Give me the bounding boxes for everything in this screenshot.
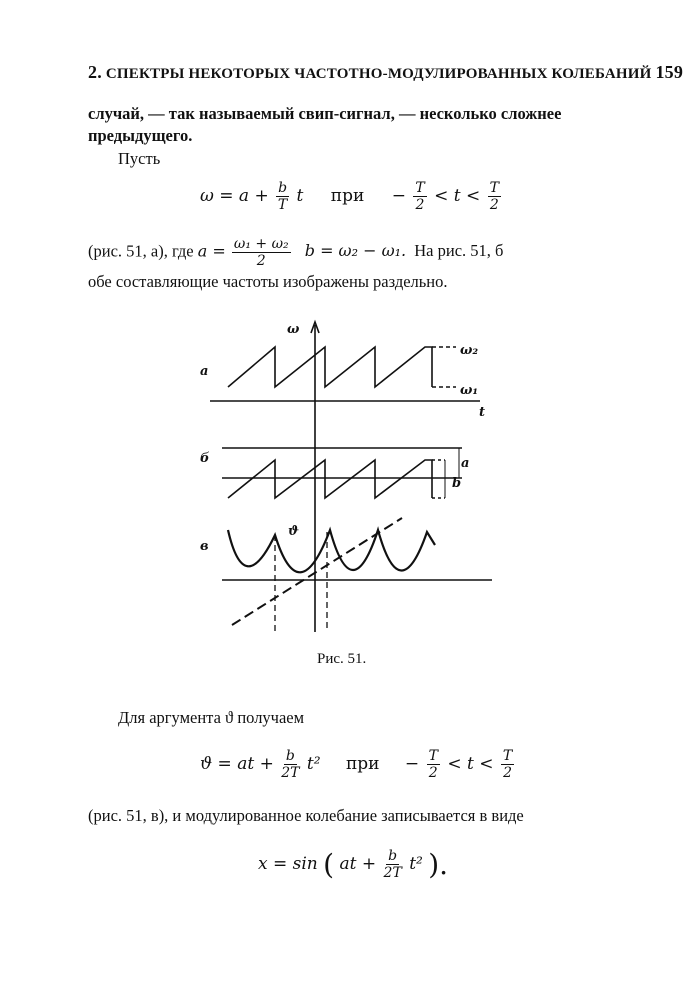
eq-part: − (404, 754, 420, 774)
page-number: 159 (655, 62, 683, 82)
frac-num: T (489, 180, 499, 196)
eq-part: − (391, 186, 406, 206)
panel-label-v: в (200, 539, 209, 554)
paren-open: ( (323, 848, 335, 881)
frac-num: T (502, 748, 513, 764)
frac-den: 2 (489, 197, 499, 213)
frac-den: 2 (415, 197, 425, 213)
frac-num: T (415, 180, 425, 196)
eq-part: x = sin (258, 854, 318, 874)
panel-v-parabolas (228, 530, 435, 572)
panel-b-sawtooth (228, 460, 432, 498)
frac-den: 2 (428, 765, 438, 781)
header-title: СПЕКТРЫ НЕКОТОРЫХ ЧАСТОТНО-МОДУЛИРОВАННЫХ КОЛЕБАНИЙ (105, 66, 652, 82)
panel-label-b: б (200, 451, 210, 466)
fraction (501, 748, 514, 781)
equation-theta (200, 748, 516, 781)
equation-x (258, 848, 448, 881)
fraction (281, 748, 299, 781)
omega2-label: ω₂ (460, 343, 479, 358)
eq-part: at + (339, 854, 377, 874)
eq-part: t² (306, 754, 321, 774)
frac-den: 2T (383, 865, 402, 881)
eq-part: < t < (447, 754, 494, 774)
b-label: b (452, 476, 462, 491)
eq-part: a = (197, 241, 226, 261)
a-label: a (461, 456, 470, 471)
frac-num: b (285, 748, 295, 764)
eq-part: < t < (434, 186, 481, 206)
text-part: На рис. 51, б (414, 241, 504, 261)
paragraph-line: Для аргумента ϑ получаем (118, 708, 305, 727)
eq-pri: при (345, 754, 380, 774)
panel-label-a: а (200, 364, 209, 379)
eq-part: t (296, 186, 304, 206)
paragraph-line: обе составляющие частоты изображены раздельно. (88, 272, 448, 291)
paragraph-line: (рис. 51, в), и модулированное колебание записывается в виде (88, 806, 524, 825)
text-part: (рис. 51, а), где (88, 241, 194, 261)
eq-part: t² (409, 854, 423, 874)
fraction (427, 748, 440, 781)
figure-caption: Рис. 51. (317, 651, 367, 667)
paren-close: ). (428, 848, 449, 881)
frac-num: b (278, 180, 288, 196)
frac-num: T (428, 748, 438, 764)
eq-part: ϑ = at + (200, 754, 274, 774)
omega-axis-label: ω (287, 322, 300, 337)
paragraph-line: случай, — так называемый свип-сигнал, — несколько сложнее (88, 104, 562, 123)
eq-pri: при (330, 186, 365, 206)
eq-part: ω = a + (200, 186, 269, 206)
linear-term-dashed (232, 518, 402, 625)
paragraph-line: предыдущего. (88, 126, 193, 145)
theta-axis-label: ϑ (288, 524, 300, 539)
panel-a-sawtooth (228, 347, 432, 387)
frac-num: b (388, 848, 398, 864)
frac-den: 2 (256, 253, 266, 269)
eq-part: b = ω₂ − ω₁. (304, 241, 407, 261)
paragraph-line: Пусть (118, 149, 161, 168)
section-number: 2. (88, 62, 102, 82)
fraction (384, 848, 402, 881)
t-axis-label: t (479, 405, 486, 420)
frac-num: ω₁ + ω₂ (233, 236, 289, 252)
frac-den: 2T (281, 765, 300, 781)
frac-den: 2 (503, 765, 512, 781)
frac-den: T (277, 197, 288, 213)
omega1-label: ω₁ (460, 383, 479, 398)
